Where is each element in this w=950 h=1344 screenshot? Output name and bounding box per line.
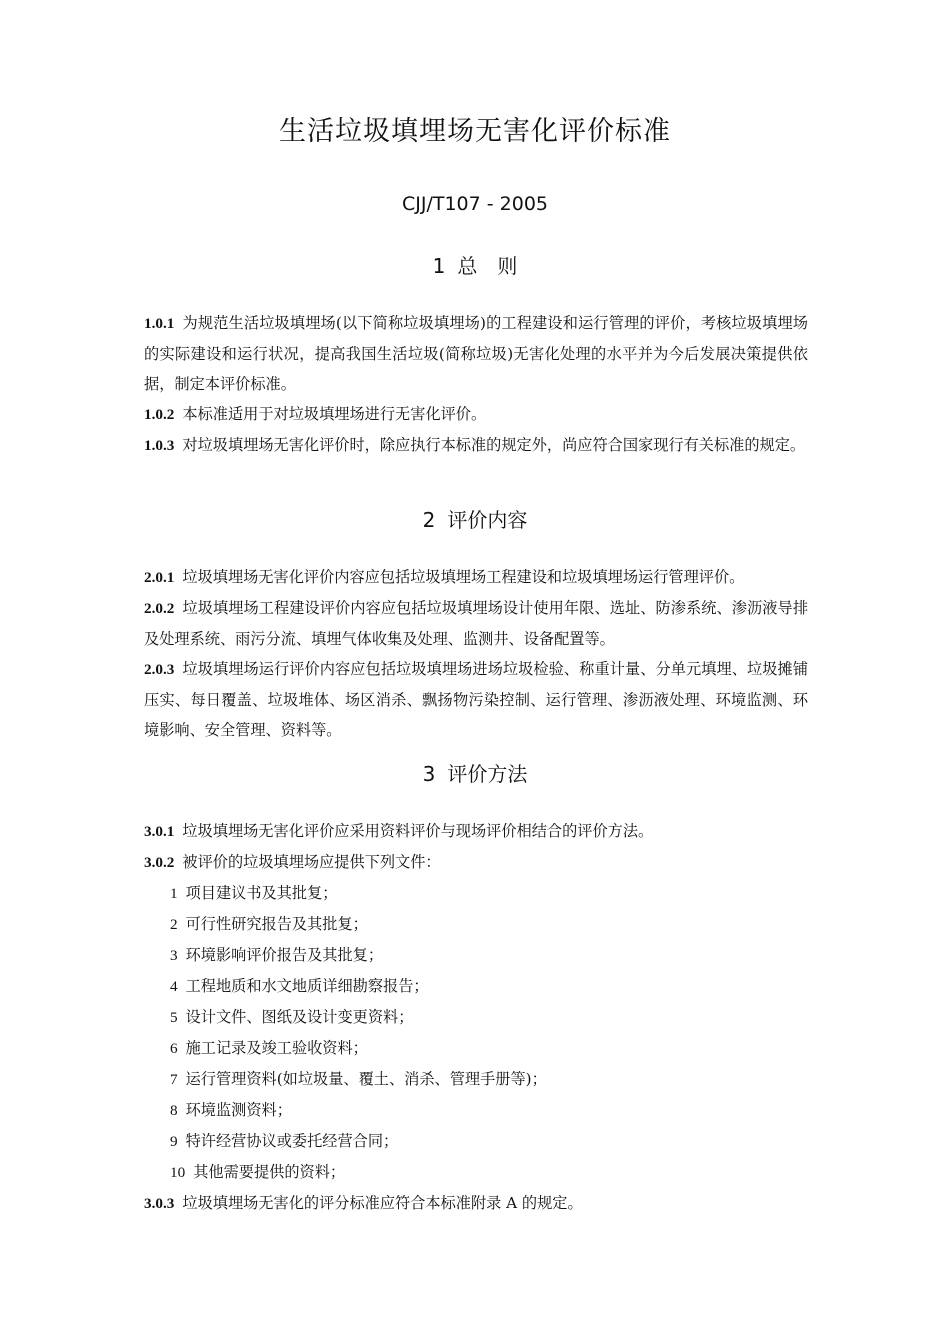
clause-2-0-1 — [144, 562, 808, 593]
section-3-body — [144, 816, 808, 1219]
section-title: 总 则 — [457, 254, 518, 278]
clause-number: 3.0.2 — [144, 854, 175, 871]
clause-text: 垃圾填埋场无害化的评分标准应符合本标准附录 A 的规定。 — [182, 1194, 583, 1212]
clause-number: 1.0.1 — [144, 315, 175, 332]
list-item — [144, 971, 808, 1002]
list-item — [144, 1095, 808, 1126]
list-number: 8 — [170, 1102, 178, 1119]
section-title: 评价内容 — [447, 508, 528, 532]
section-title: 评价方法 — [447, 762, 528, 786]
clause-1-0-2 — [144, 399, 808, 430]
clause-number: 1.0.3 — [144, 437, 175, 454]
section-1-body — [144, 308, 808, 461]
list-number: 3 — [170, 947, 178, 964]
list-text: 工程地质和水文地质详细勘察报告； — [185, 977, 429, 995]
clause-number: 1.0.2 — [144, 406, 175, 423]
list-text: 施工记录及竣工验收资料； — [185, 1039, 368, 1057]
list-number: 10 — [170, 1164, 186, 1181]
list-number: 1 — [170, 885, 178, 902]
clause-1-0-1 — [144, 308, 808, 399]
list-item — [144, 1002, 808, 1033]
list-item — [144, 940, 808, 971]
clause-text: 被评价的垃圾填埋场应提供下列文件： — [182, 853, 441, 871]
section-number: 3 — [422, 762, 436, 786]
clause-number: 2.0.1 — [144, 569, 175, 586]
list-text: 运行管理资料(如垃圾量、覆土、消杀、管理手册等)； — [185, 1070, 547, 1088]
list-text: 其他需要提供的资料； — [193, 1163, 346, 1181]
clause-text: 垃圾填埋场运行评价内容应包括垃圾填埋场进场垃圾检验、称重计量、分单元填埋、垃圾摊铺压实、每日覆盖、垃圾堆体、场区消杀、飘扬物污染控制、运行管理、渗沥液处理、环境监测、环境影响、安全管理、资料等。 — [144, 660, 808, 739]
clause-3-0-2 — [144, 847, 808, 878]
list-item — [144, 1157, 808, 1188]
clause-number: 2.0.3 — [144, 661, 175, 678]
clause-number: 2.0.2 — [144, 600, 175, 617]
clause-text: 本标准适用于对垃圾填埋场进行无害化评价。 — [182, 405, 487, 423]
section-2-body — [144, 562, 808, 745]
list-item — [144, 1064, 808, 1095]
document-title: 生活垃圾填埋场无害化评价标准 — [279, 116, 671, 147]
section-number: 1 — [432, 254, 446, 278]
list-item — [144, 878, 808, 909]
list-text: 可行性研究报告及其批复； — [185, 915, 368, 933]
clause-3-0-3 — [144, 1188, 808, 1219]
clause-text: 为规范生活垃圾填埋场(以下简称垃圾填埋场)的工程建设和运行管理的评价，考核垃圾填埋场的实际建设和运行状况，提高我国生活垃圾(简称垃圾)无害化处理的水平并为今后发展决策提供依据，制定本评价标准。 — [144, 314, 808, 393]
clause-number: 3.0.3 — [144, 1195, 175, 1212]
section-3-heading — [0, 760, 950, 788]
list-item — [144, 909, 808, 940]
list-number: 7 — [170, 1071, 178, 1088]
clause-text: 垃圾填埋场工程建设评价内容应包括垃圾填埋场设计使用年限、选址、防渗系统、渗沥液导排及处理系统、雨污分流、填埋气体收集及处理、监测井、设备配置等。 — [144, 599, 808, 648]
clause-text: 垃圾填埋场无害化评价应采用资料评价与现场评价相结合的评价方法。 — [182, 822, 654, 840]
list-text: 项目建议书及其批复； — [185, 884, 338, 902]
list-number: 6 — [170, 1040, 178, 1057]
list-number: 5 — [170, 1009, 178, 1026]
clause-2-0-3 — [144, 654, 808, 745]
section-1-heading — [0, 252, 950, 280]
clause-number: 3.0.1 — [144, 823, 175, 840]
section-number: 2 — [422, 508, 436, 532]
list-text: 环境影响评价报告及其批复； — [185, 946, 384, 964]
clause-2-0-2 — [144, 593, 808, 654]
list-number: 2 — [170, 916, 178, 933]
list-item — [144, 1126, 808, 1157]
list-number: 9 — [170, 1133, 178, 1150]
section-2-heading — [0, 506, 950, 534]
clause-text: 垃圾填埋场无害化评价内容应包括垃圾填埋场工程建设和垃圾填埋场运行管理评价。 — [182, 568, 745, 586]
list-text: 环境监测资料； — [185, 1101, 292, 1119]
list-number: 4 — [170, 978, 178, 995]
standard-code: CJJ/T107 - 2005 — [401, 193, 549, 215]
clause-1-0-3 — [144, 430, 808, 461]
list-item — [144, 1033, 808, 1064]
clause-text: 对垃圾填埋场无害化评价时，除应执行本标准的规定外，尚应符合国家现行有关标准的规定。 — [182, 436, 806, 454]
list-text: 设计文件、图纸及设计变更资料； — [185, 1008, 414, 1026]
list-text: 特许经营协议或委托经营合同； — [185, 1132, 399, 1150]
clause-3-0-1 — [144, 816, 808, 847]
